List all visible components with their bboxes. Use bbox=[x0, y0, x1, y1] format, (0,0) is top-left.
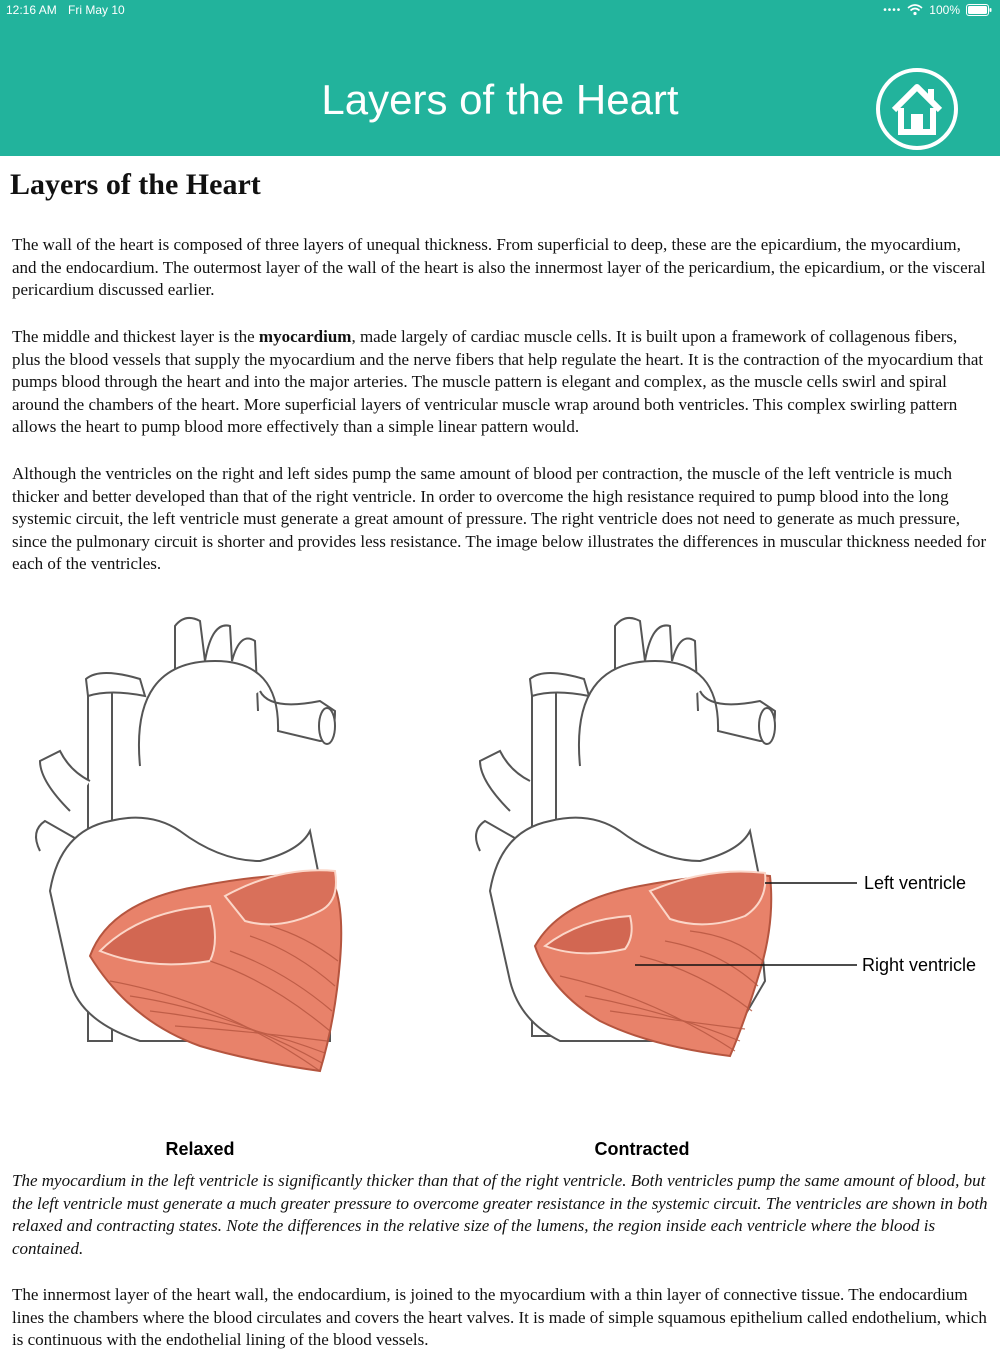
battery-percent: 100% bbox=[929, 3, 960, 17]
contracted-label: Contracted bbox=[594, 1139, 690, 1159]
paragraph-myocardium-end: , made largely of cardiac muscle cells. It is built upon a framework of collagenous fibers, plus the blood vessels that supply the myocardium and the nerve fibers that help regulate the heart. It is the contraction of the myocardium that pumps blood through the heart and into the major arteries. The muscle pattern is elegant and complex, as the muscle cells swirl and spiral around the chambers of the heart. More superficial layers of ventricular muscle wrap around both ventricles. This complex swirling pattern allows the heart to pump blood more effectively than a simple linear pattern would. bbox=[12, 327, 984, 436]
home-button[interactable] bbox=[876, 68, 958, 150]
paragraph-myocardium bbox=[12, 326, 988, 439]
nav-bar bbox=[0, 22, 1000, 156]
article-content[interactable] bbox=[0, 156, 1000, 1349]
signal-dots-icon: •••• bbox=[883, 4, 902, 16]
figure-caption: The myocardium in the left ventricle is significantly thicker than that of the right ventricle. Both ventricles pump the same amount of blood, but the left ventricle must generate a much greater pressure to overcome greater resistance in the systemic circuit. The ventricles are shown in both relaxed and contracting states. Note the differences in the relative size of the lumens, the region inside each ventricle where the blood is contained. bbox=[12, 1171, 988, 1258]
battery-icon bbox=[966, 4, 992, 16]
myocardium-term: myocardium bbox=[258, 327, 352, 346]
status-bar bbox=[0, 0, 1000, 22]
status-time: 12:16 AM bbox=[6, 3, 57, 17]
status-date: Fri May 10 bbox=[68, 3, 125, 17]
paragraph-epicardium: The wall of the heart is composed of three layers of unequal thickness. From superficial to deep, these are the epicardium, the myocardium, and the endocardium. The outermost layer of the wall of the heart is also the innermost layer of the pericardium, the epicardium, or the visceral pericardium discussed earlier. bbox=[12, 235, 986, 299]
relaxed-label: Relaxed bbox=[165, 1139, 235, 1159]
status-indicators bbox=[883, 3, 992, 17]
wifi-icon bbox=[907, 4, 923, 16]
left-ventricle-label: Left ventricle bbox=[864, 873, 967, 893]
home-icon bbox=[880, 72, 954, 146]
paragraph-endocardium: The innermost layer of the heart wall, the endocardium, is joined to the myocardium with a thin layer of connective tissue. The endocardium lines the chambers where the blood circulates and covers the heart valves. It is made of simple squamous epithelium called endothelium, which is continuous with the endothelial lining of the blood vessels. bbox=[12, 1285, 987, 1349]
right-ventricle-label: Right ventricle bbox=[862, 955, 977, 975]
paragraph-ventricles: Although the ventricles on the right and left sides pump the same amount of blood per contraction, the muscle of the left ventricle is much thicker and better developed than that of the right ventricle. In order to overcome the high resistance required to pump blood into the long systemic circuit, the left ventricle must generate a great amount of pressure. The right ventricle does not need to generate as much pressure, since the pulmonary circuit is shorter and provides less resistance. The image below illustrates the differences in muscular thickness needed for each of the ventricles. bbox=[12, 464, 987, 573]
heart-ventricles-figure bbox=[0, 601, 1000, 1161]
paragraph-myocardium-start: The middle and thickest layer is the bbox=[12, 327, 259, 346]
nav-title: Layers of the Heart bbox=[321, 76, 679, 123]
page-heading: Layers of the Heart bbox=[10, 168, 261, 201]
